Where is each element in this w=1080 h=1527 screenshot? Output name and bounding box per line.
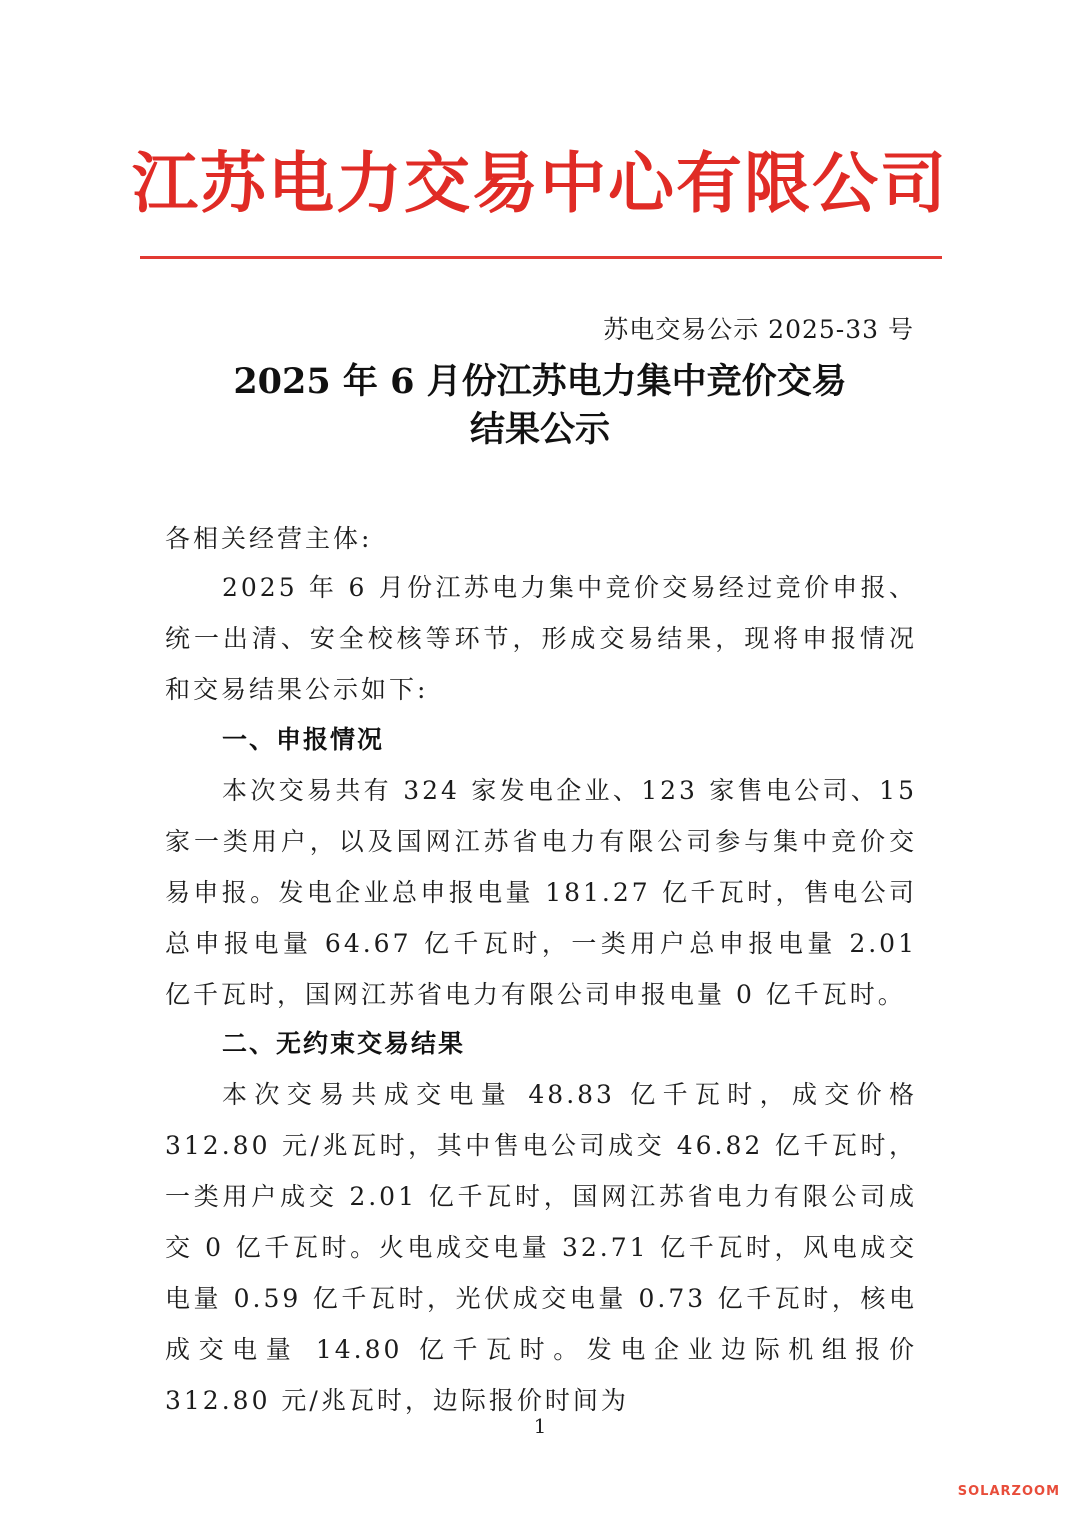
document-number: 苏电交易公示 2025-33 号: [603, 315, 914, 344]
section1-paragraph-block: [165, 765, 917, 1020]
section2-paragraph: 本次交易共成交电量 48.83 亿千瓦时，成交价格 312.80 元/兆瓦时，其中售电公司成交 46.82 亿千瓦时，一类用户成交 2.01 亿千瓦时，国网江苏省电力有限公司成交 0 亿千瓦时。火电成交电量 32.71 亿千瓦时，风电成交电量 0.59 亿千瓦时，光伏成交电量 0.73 亿千瓦时，核电成交电量 14.80 亿千瓦时。发电企业边际机组报价 312.80 元/兆瓦时，边际报价时间为: [165, 1080, 917, 1415]
document-title: [0, 358, 1080, 454]
document-title-line1: 2025 年 6 月份江苏电力集中竞价交易: [233, 361, 847, 402]
salutation: 各相关经营主体:: [165, 524, 373, 553]
intro-paragraph: 2025 年 6 月份江苏电力集中竞价交易经过竞价申报、统一出清、安全校核等环节，形成交易结果，现将申报情况和交易结果公示如下:: [165, 573, 917, 704]
letterhead-red-rule: [140, 256, 942, 259]
section2-paragraph-block: [165, 1069, 917, 1426]
document-title-line2: 结果公示: [469, 409, 610, 450]
letterhead-title: 江苏电力交易中心有限公司: [132, 144, 948, 222]
section2-heading: 二、无约束交易结果: [222, 1029, 466, 1058]
section1-paragraph: 本次交易共有 324 家发电企业、123 家售电公司、15 家一类用户，以及国网江苏省电力有限公司参与集中竞价交易申报。发电企业总申报电量 181.27 亿千瓦时，售电公司总申报电量 64.67 亿千瓦时，一类用户总申报电量 2.01 亿千瓦时，国网江苏省电力有限公司申报电量 0 亿千瓦时。: [165, 776, 917, 1009]
section1-heading: 一、申报情况: [222, 725, 385, 754]
intro-paragraph-block: [165, 562, 917, 715]
page-number: 1: [533, 1414, 547, 1438]
watermark-logo: SOLARZOOM: [957, 1484, 1060, 1499]
